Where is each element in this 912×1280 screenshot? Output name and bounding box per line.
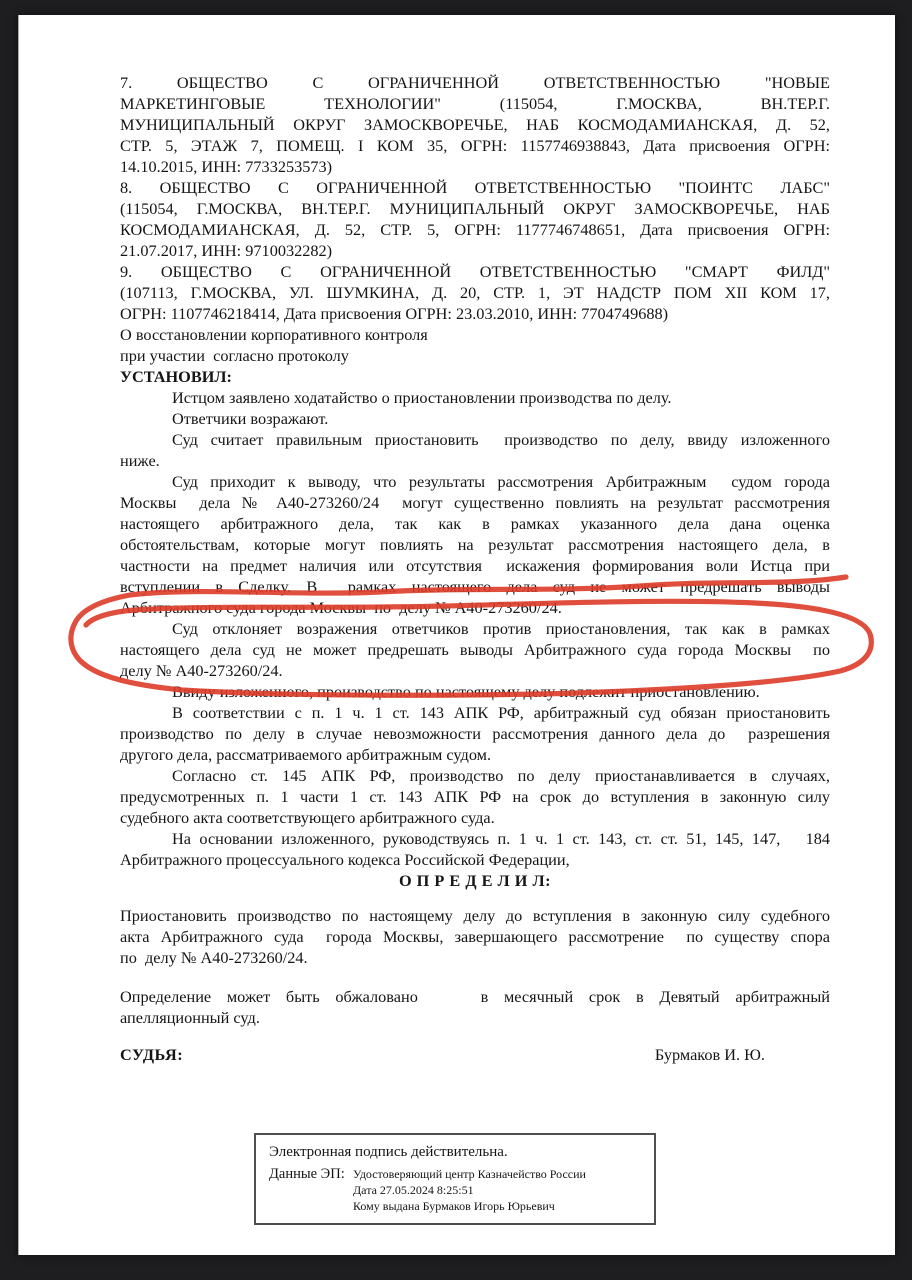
document-body — [120, 72, 830, 1225]
doc-line: настоящего арбитражного дела, так как в рамках указанного дела дана оценка — [120, 514, 830, 533]
doc-line: СТР. 5, ЭТАЖ 7, ПОМЕЩ. I КОМ 35, ОГРН: 1157746938843, Дата присвоения ОГРН: — [120, 136, 830, 155]
doc-line: КОСМОДАМИАНСКАЯ, Д. 52, СТР. 5, ОГРН: 1177746748651, Дата присвоения ОГРН: — [120, 220, 830, 239]
doc-line: 8. ОБЩЕСТВО С ОГРАНИЧЕННОЙ ОТВЕТСТВЕННОСТЬЮ "ПОИНТС ЛАБС" — [120, 178, 830, 197]
doc-line: УСТАНОВИЛ: — [120, 367, 232, 386]
doc-line: (115054, Г.МОСКВА, ВН.ТЕР.Г. МУНИЦИПАЛЬНЫЙ ОКРУГ ЗАМОСКВОРЕЧЬЕ, НАБ — [120, 199, 830, 218]
signature-date: Дата 27.05.2024 8:25:51 — [353, 1183, 474, 1197]
doc-line: Ответчики возражают. — [172, 409, 329, 428]
doc-line: О П Р Е Д Е Л И Л: — [398, 871, 552, 890]
doc-line: Суд приходит к выводу, что результаты рассмотрения Арбитражным судом города — [172, 472, 830, 491]
doc-line: вступлении в Сделку. В рамках настоящего дела суд не может предрешать выводы — [120, 577, 830, 596]
doc-line: при участии согласно протоколу — [120, 346, 349, 365]
document-page — [18, 15, 895, 1255]
signature-valid-text: Электронная подпись действительна. — [269, 1144, 508, 1160]
doc-line: МУНИЦИПАЛЬНЫЙ ОКРУГ ЗАМОСКВОРЕЧЬЕ, НАБ КОСМОДАМИАНСКАЯ, Д. 52, — [120, 115, 830, 134]
doc-line: На основании изложенного, руководствуясь п. 1 ч. 1 ст. 143, ст. ст. 51, 145, 147, 184 — [172, 829, 830, 848]
doc-line: ниже. — [120, 451, 160, 470]
doc-line: предусмотренных п. 1 части 1 ст. 143 АПК РФ на срок до вступления в законную силу — [120, 787, 830, 806]
doc-line: обстоятельствам, которые могут повлиять на результат рассмотрения настоящего дела, в — [120, 535, 830, 554]
doc-line: акта Арбитражного суда города Москвы, завершающего рассмотрение по существу спора — [120, 927, 830, 946]
doc-line: ОГРН: 1107746218414, Дата присвоения ОГРН: 23.03.2010, ИНН: 7704749688) — [120, 304, 669, 323]
signature-issued-to: Кому выдана Бурмаков Игорь Юрьевич — [353, 1199, 555, 1213]
judge-row — [120, 1044, 830, 1065]
doc-line: делу № А40-273260/24. — [120, 661, 283, 680]
doc-line: Суд отклоняет возражения ответчиков против приостановления, так как в рамках — [172, 619, 830, 638]
doc-line: 7. ОБЩЕСТВО С ОГРАНИЧЕННОЙ ОТВЕТСТВЕННОСТЬЮ "НОВЫЕ — [120, 73, 830, 92]
doc-line: другого дела, рассматриваемого арбитражным судом. — [120, 745, 492, 764]
doc-line: Определение может быть обжаловано в месячный срок в Девятый арбитражный — [120, 987, 830, 1006]
doc-line: частности на предмет наличия или отсутствия искажения формирования воли Истца при — [120, 556, 830, 575]
signature-authority: Удостоверяющий центр Казначейство России — [353, 1167, 586, 1181]
doc-line: В соответствии с п. 1 ч. 1 ст. 143 АПК РФ, арбитражный суд обязан приостановить — [172, 703, 830, 722]
doc-line: Арбитражного процессуального кодекса Российской Федерации, — [120, 850, 570, 869]
doc-line: Истцом заявлено ходатайство о приостановлении производства по делу. — [172, 388, 672, 407]
doc-line: производство по делу в случае невозможности рассмотрения данного дела до разрешения — [120, 724, 830, 743]
doc-line: настоящего дела суд не может предрешать выводы Арбитражного суда города Москвы по — [120, 640, 830, 659]
doc-line: апелляционный суд. — [120, 1008, 260, 1027]
judge-label: СУДЬЯ: — [120, 1045, 184, 1064]
doc-line: О восстановлении корпоративного контроля — [120, 325, 428, 344]
doc-line: судебного акта соответствующего арбитражного суда. — [120, 808, 495, 827]
doc-line: Суд считает правильным приостановить производство по делу, ввиду изложенного — [172, 430, 830, 449]
signature-stamp — [254, 1133, 656, 1225]
doc-line: 14.10.2015, ИНН: 7733253573) — [120, 157, 333, 176]
doc-line: Москвы дела № А40-273260/24 могут существенно повлиять на результат рассмотрения — [120, 493, 830, 512]
doc-line: Арбитражного суда города Москвы по делу № А40-273260/24. — [120, 598, 562, 617]
signature-details — [353, 1166, 586, 1214]
signature-data-label: Данные ЭП: — [269, 1166, 345, 1182]
doc-line: (107113, Г.МОСКВА, УЛ. ШУМКИНА, Д. 20, СТР. 1, ЭТ НАДСТР ПОМ XII КОМ 17, — [120, 283, 830, 302]
doc-line: МАРКЕТИНГОВЫЕ ТЕХНОЛОГИИ" (115054, Г.МОСКВА, ВН.ТЕР.Г. — [120, 94, 830, 113]
doc-line: 21.07.2017, ИНН: 9710032282) — [120, 241, 333, 260]
doc-line: по делу № А40-273260/24. — [120, 948, 308, 967]
doc-line: Ввиду изложенного, производство по настоящему делу подлежит приостановлению. — [172, 682, 760, 701]
judge-name: Бурмаков И. Ю. — [654, 1045, 765, 1064]
doc-line: 9. ОБЩЕСТВО С ОГРАНИЧЕННОЙ ОТВЕТСТВЕННОСТЬЮ "СМАРТ ФИЛД" — [120, 262, 830, 281]
doc-line: Приостановить производство по настоящему делу до вступления в законную силу судебного — [120, 906, 830, 925]
doc-line: Согласно ст. 145 АПК РФ, производство по делу приостанавливается в случаях, — [172, 766, 830, 785]
